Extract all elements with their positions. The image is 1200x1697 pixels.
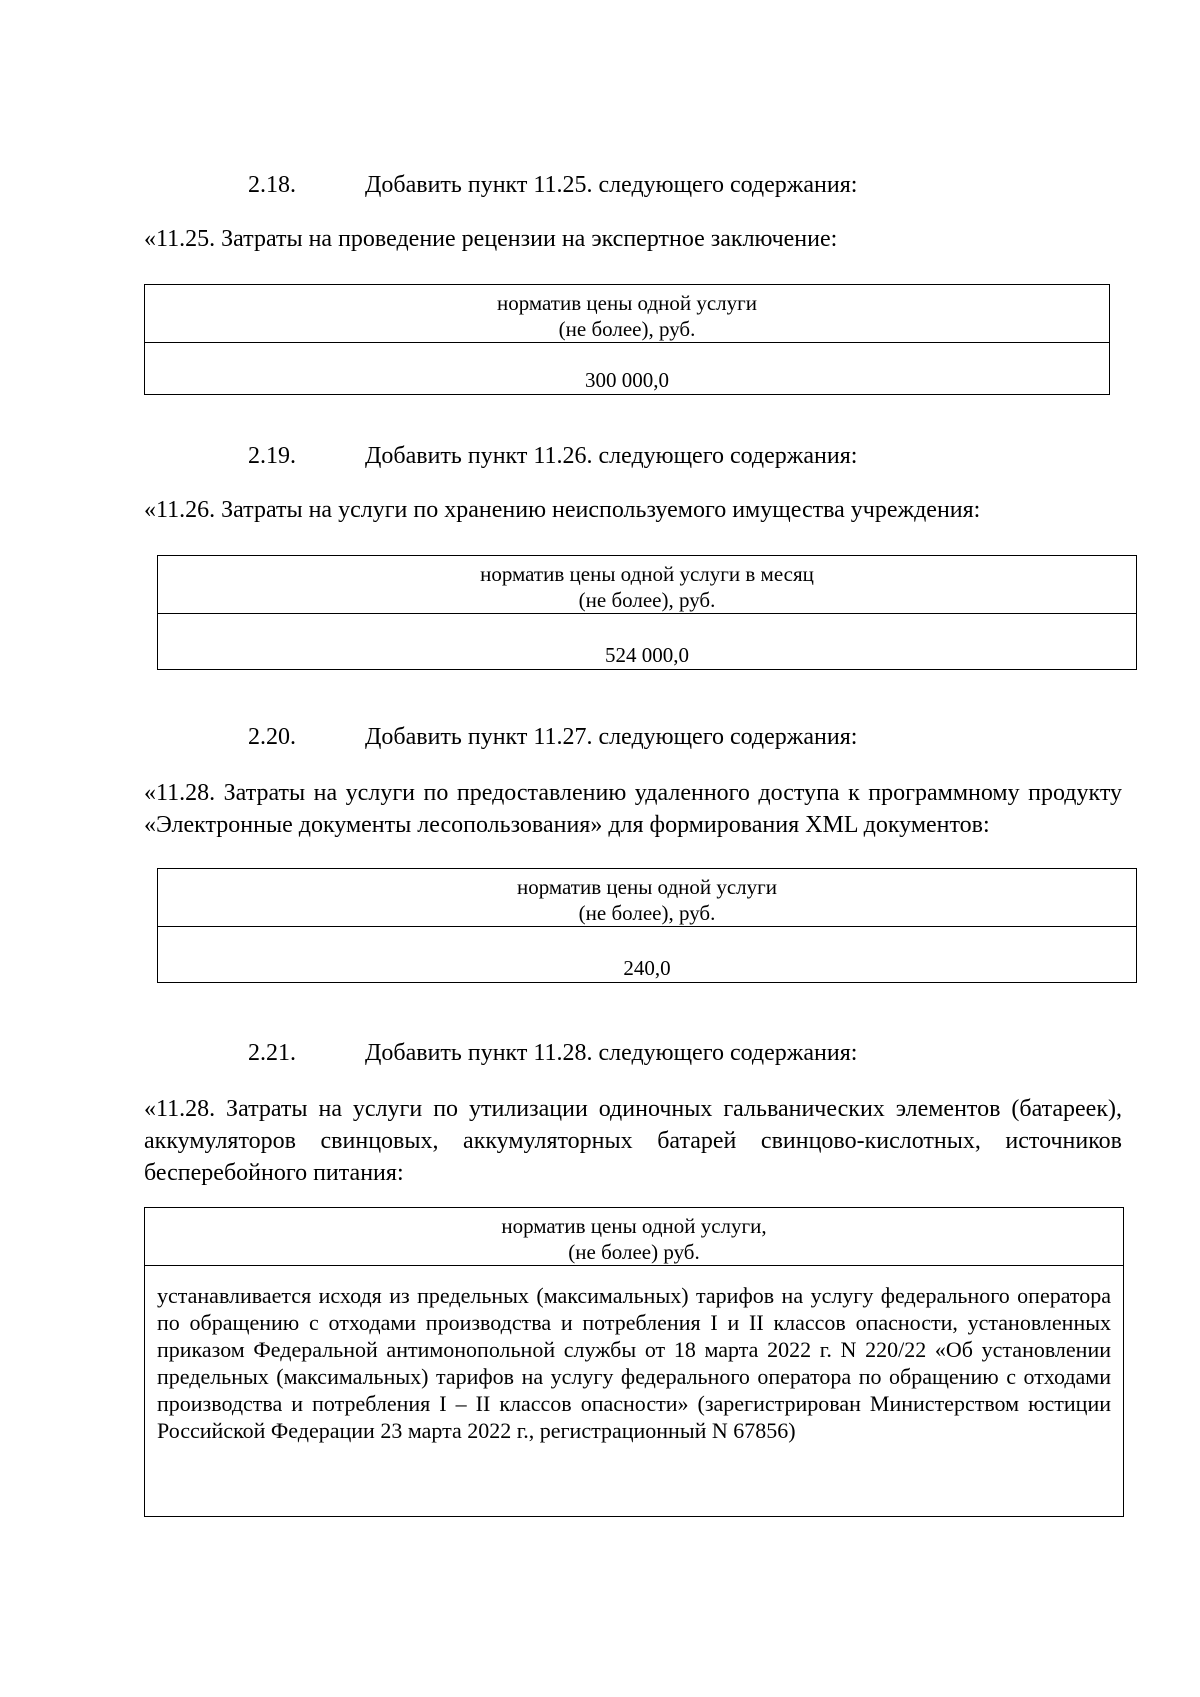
- section-heading: Добавить пункт 11.26. следующего содержания:: [365, 443, 858, 469]
- table-header-line: (не более), руб.: [578, 588, 716, 612]
- table-header-line: норматив цены одной услуги в месяц: [480, 562, 814, 586]
- section-number: 2.19.: [248, 443, 296, 469]
- table-value: 300 000,0: [145, 343, 1110, 395]
- section-number: 2.18.: [248, 172, 296, 198]
- section-number: 2.21.: [248, 1040, 296, 1066]
- section-heading: Добавить пункт 11.25. следующего содержания:: [365, 172, 858, 198]
- table-value: 240,0: [158, 927, 1137, 983]
- table-header: [158, 556, 1137, 614]
- table-header-line: (не более) руб.: [568, 1240, 700, 1264]
- section-text: «11.25. Затраты на проведение рецензии на экспертное заключение:: [144, 226, 838, 252]
- table-header-line: норматив цены одной услуги: [496, 291, 758, 315]
- table-value: устанавливается исходя из предельных (максимальных) тарифов на услугу федерального оператора по обращению с отходами производства и потребления I и II классов опасности, установленных приказом Федеральной антимонопольной службы от 18 марта 2022 г. N 220/22 «Об установлении предельных (максимальных) тарифов на услугу федерального оператора по обращению с отходами производства и потребления I – II классов опасности» (зарегистрирован Министерством юстиции Российской Федерации 23 марта 2022 г., регистрационный N 67856): [145, 1266, 1124, 1517]
- price-table: [144, 284, 1110, 395]
- price-table: [157, 868, 1137, 983]
- section-heading: Добавить пункт 11.28. следующего содержания:: [365, 1040, 858, 1066]
- price-table: [157, 555, 1137, 670]
- section-text: «11.26. Затраты на услуги по хранению неиспользуемого имущества учреждения:: [144, 497, 981, 523]
- table-header: [158, 869, 1137, 927]
- section-text: «11.28. Затраты на услуги по утилизации одиночных гальванических элементов (батареек), аккумуляторов свинцовых, аккумуляторных батарей свинцово-кислотных, источников бесперебойного питания:: [144, 1096, 1122, 1186]
- table-value: 524 000,0: [158, 614, 1137, 670]
- table-header-line: норматив цены одной услуги: [516, 875, 778, 899]
- section-heading: Добавить пункт 11.27. следующего содержания:: [365, 724, 858, 750]
- section-text: «11.28. Затраты на услуги по предоставлению удаленного доступа к программному продукту «Электронные документы лесопользования» для формирования XML документов:: [144, 780, 1122, 838]
- table-header: [145, 1208, 1124, 1266]
- table-header: [145, 285, 1110, 343]
- table-header-line: норматив цены одной услуги,: [501, 1214, 767, 1238]
- price-table: [144, 1207, 1124, 1517]
- section-number: 2.20.: [248, 724, 296, 750]
- table-header-line: (не более), руб.: [558, 317, 696, 341]
- table-header-line: (не более), руб.: [578, 901, 716, 925]
